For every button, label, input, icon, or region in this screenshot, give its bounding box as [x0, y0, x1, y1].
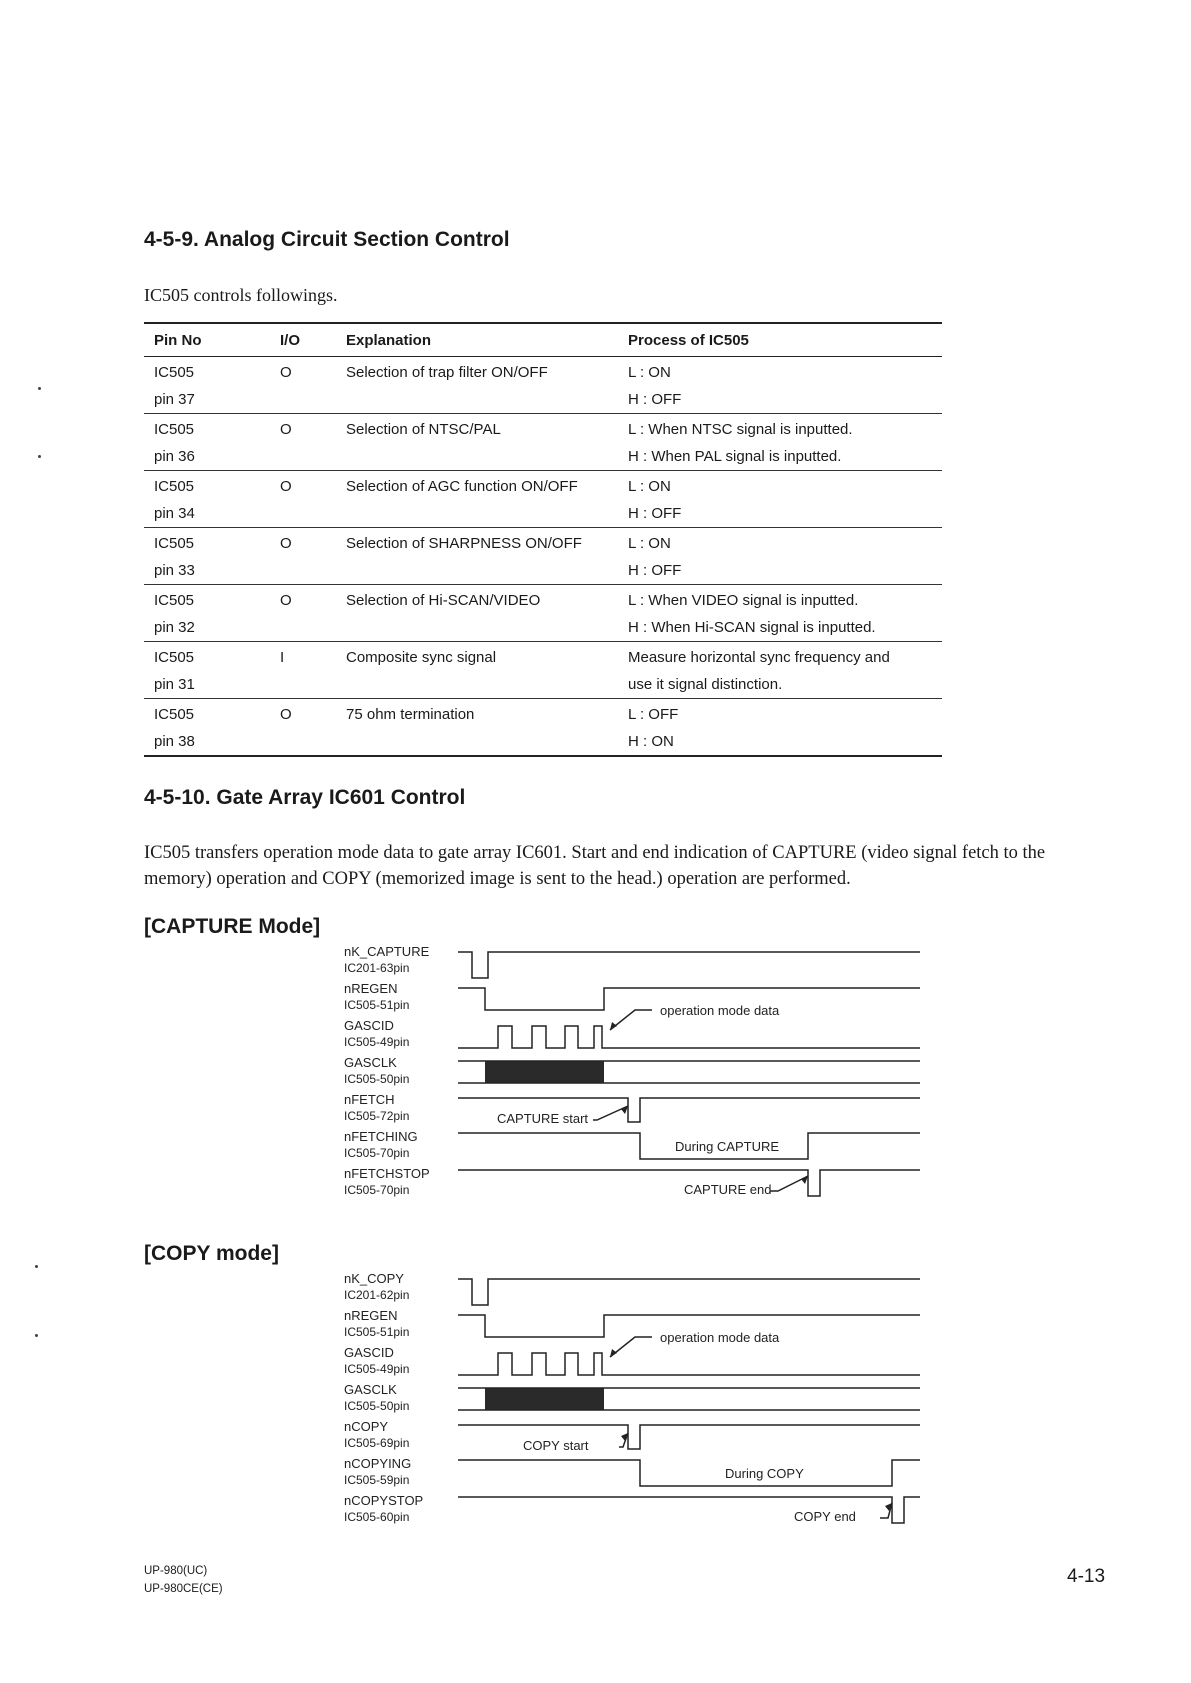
signal-name: GASCID [344, 1018, 394, 1033]
cell-ic: IC505 [154, 649, 195, 666]
waveform-gasclk-burst [485, 1388, 604, 1410]
signal-name: nCOPYSTOP [344, 1493, 424, 1508]
copy-timing-diagram [330, 1267, 930, 1537]
cell-empty [270, 557, 336, 585]
cell-process-line2: H : OFF [618, 386, 942, 414]
cell-empty [336, 671, 618, 699]
arrow-mode-data [610, 1010, 652, 1030]
label-during: During COPY [725, 1466, 804, 1481]
table-row-continuation [144, 614, 942, 642]
cell-io: O [280, 535, 292, 552]
capture-timing-diagram [330, 940, 930, 1210]
label-operation-mode-data: operation mode data [660, 1003, 780, 1018]
signal-name: nFETCHSTOP [344, 1166, 430, 1181]
cell-empty [270, 500, 336, 528]
signal-name: nCOPYING [344, 1456, 412, 1471]
table-row-continuation [144, 500, 942, 528]
cell-process-line2: H : OFF [618, 500, 942, 528]
scan-speck [35, 1265, 38, 1268]
cell-process-line1: L : ON [628, 364, 671, 381]
table-row-continuation [144, 671, 942, 699]
cell-pin: pin 37 [144, 386, 270, 414]
cell-process-line1: Measure horizontal sync frequency and [628, 649, 890, 666]
waveform-during [458, 1460, 920, 1486]
cell-explanation: Selection of SHARPNESS ON/OFF [346, 535, 582, 552]
footer-model-ce: UP-980CE(CE) [144, 1583, 223, 1595]
label-end: COPY end [794, 1509, 856, 1524]
cell-pin: pin 34 [144, 500, 270, 528]
signal-pin: IC505-69pin [344, 1436, 410, 1450]
cell-empty [270, 728, 336, 756]
capture-mode-title: [CAPTURE Mode] [144, 915, 321, 938]
scan-speck [35, 1334, 38, 1337]
section-title-gate-array: 4-5-10. Gate Array IC601 Control [144, 786, 466, 809]
cell-empty [270, 386, 336, 414]
header-io: I/O [270, 323, 336, 357]
table-row-continuation [144, 728, 942, 756]
label-during: During CAPTURE [675, 1139, 780, 1154]
signal-pin: IC201-63pin [344, 961, 410, 975]
arrow-end [770, 1176, 808, 1191]
cell-process-line2: H : OFF [618, 557, 942, 585]
table-row [144, 357, 942, 387]
page-number: 4-13 [1067, 1566, 1106, 1587]
cell-ic: IC505 [154, 706, 195, 723]
cell-process-line1: L : When VIDEO signal is inputted. [628, 592, 859, 609]
waveform-key [458, 952, 920, 978]
signal-name: nCOPY [344, 1419, 389, 1434]
waveform-key [458, 1279, 920, 1305]
footer-model-uc: UP-980(UC) [144, 1565, 208, 1577]
cell-ic: IC505 [154, 421, 195, 438]
signal-name: nK_CAPTURE [344, 944, 430, 959]
table-row [144, 585, 942, 615]
signal-name: nK_COPY [344, 1271, 404, 1286]
signal-pin: IC505-51pin [344, 998, 410, 1012]
arrow-start [593, 1106, 628, 1120]
signal-pin: IC505-50pin [344, 1072, 410, 1086]
waveform-gasclk-burst [485, 1061, 604, 1083]
cell-io: O [280, 592, 292, 609]
signal-name: nFETCH [344, 1092, 395, 1107]
cell-process-line2: use it signal distinction. [618, 671, 942, 699]
cell-empty [336, 557, 618, 585]
table-row-continuation [144, 443, 942, 471]
signal-name: GASCLK [344, 1382, 397, 1397]
cell-ic: IC505 [154, 592, 195, 609]
cell-pin: pin 31 [144, 671, 270, 699]
signal-pin: IC505-70pin [344, 1146, 410, 1160]
table-row-continuation [144, 557, 942, 585]
cell-explanation: Selection of AGC function ON/OFF [346, 478, 578, 495]
cell-pin: pin 38 [144, 728, 270, 756]
cell-process-line1: L : OFF [628, 706, 679, 723]
cell-io: O [280, 706, 292, 723]
signal-pin: IC505-49pin [344, 1362, 410, 1376]
cell-pin: pin 33 [144, 557, 270, 585]
label-start: CAPTURE start [497, 1111, 589, 1126]
cell-empty [336, 443, 618, 471]
table-row [144, 414, 942, 444]
cell-empty [336, 500, 618, 528]
signal-pin: IC505-51pin [344, 1325, 410, 1339]
section-intro: IC505 controls followings. [144, 285, 338, 305]
signal-pin: IC505-70pin [344, 1183, 410, 1197]
waveform-gascid [458, 1353, 920, 1375]
signal-pin: IC505-60pin [344, 1510, 410, 1524]
cell-ic: IC505 [154, 364, 195, 381]
cell-empty [270, 614, 336, 642]
cell-explanation: Selection of trap filter ON/OFF [346, 364, 548, 381]
cell-process-line1: L : When NTSC signal is inputted. [628, 421, 853, 438]
cell-process-line2: H : When Hi-SCAN signal is inputted. [618, 614, 942, 642]
cell-empty [336, 614, 618, 642]
table-row [144, 642, 942, 672]
cell-process-line2: H : When PAL signal is inputted. [618, 443, 942, 471]
copy-mode-title: [COPY mode] [144, 1242, 279, 1265]
cell-io: I [280, 649, 285, 666]
table-row [144, 699, 942, 729]
waveform-gascid [458, 1026, 920, 1048]
table-header-row [144, 323, 942, 357]
label-start: COPY start [523, 1438, 589, 1453]
cell-empty [270, 671, 336, 699]
cell-explanation: Composite sync signal [346, 649, 497, 666]
signal-name: GASCID [344, 1345, 394, 1360]
arrowhead [610, 1349, 617, 1357]
signal-pin: IC201-62pin [344, 1288, 410, 1302]
table-row [144, 471, 942, 501]
signal-pin: IC505-50pin [344, 1399, 410, 1413]
cell-empty [336, 386, 618, 414]
table-row-continuation [144, 386, 942, 414]
cell-ic: IC505 [154, 535, 195, 552]
pin-control-table [144, 322, 942, 757]
signal-pin: IC505-49pin [344, 1035, 410, 1049]
cell-io: O [280, 364, 292, 381]
header-explanation: Explanation [336, 323, 618, 357]
scan-speck [38, 387, 41, 390]
cell-empty [336, 728, 618, 756]
cell-explanation: 75 ohm termination [346, 706, 475, 723]
arrowhead [610, 1022, 617, 1030]
cell-io: O [280, 421, 292, 438]
section-title-analog: 4-5-9. Analog Circuit Section Control [144, 228, 510, 251]
signal-name: nREGEN [344, 1308, 398, 1323]
table-row [144, 528, 942, 558]
cell-explanation: Selection of NTSC/PAL [346, 421, 501, 438]
header-pin-no: Pin No [144, 323, 270, 357]
label-end: CAPTURE end [684, 1182, 772, 1197]
signal-name: nREGEN [344, 981, 398, 996]
cell-empty [270, 443, 336, 471]
cell-explanation: Selection of Hi-SCAN/VIDEO [346, 592, 541, 609]
cell-process-line2: H : ON [618, 728, 942, 756]
cell-process-line1: L : ON [628, 478, 671, 495]
cell-pin: pin 36 [144, 443, 270, 471]
cell-io: O [280, 478, 292, 495]
signal-pin: IC505-59pin [344, 1473, 410, 1487]
header-process: Process of IC505 [618, 323, 942, 357]
scan-speck [38, 455, 41, 458]
cell-process-line1: L : ON [628, 535, 671, 552]
cell-pin: pin 32 [144, 614, 270, 642]
signal-pin: IC505-72pin [344, 1109, 410, 1123]
label-operation-mode-data: operation mode data [660, 1330, 780, 1345]
arrow-mode-data [610, 1337, 652, 1357]
signal-name: GASCLK [344, 1055, 397, 1070]
signal-name: nFETCHING [344, 1129, 418, 1144]
section-body: IC505 transfers operation mode data to gate array IC601. Start and end indication of CAPTURE (video signal fetch to the memory) operation and COPY (memorized image is sent to the head.) operation are performed. [144, 843, 1046, 889]
cell-ic: IC505 [154, 478, 195, 495]
